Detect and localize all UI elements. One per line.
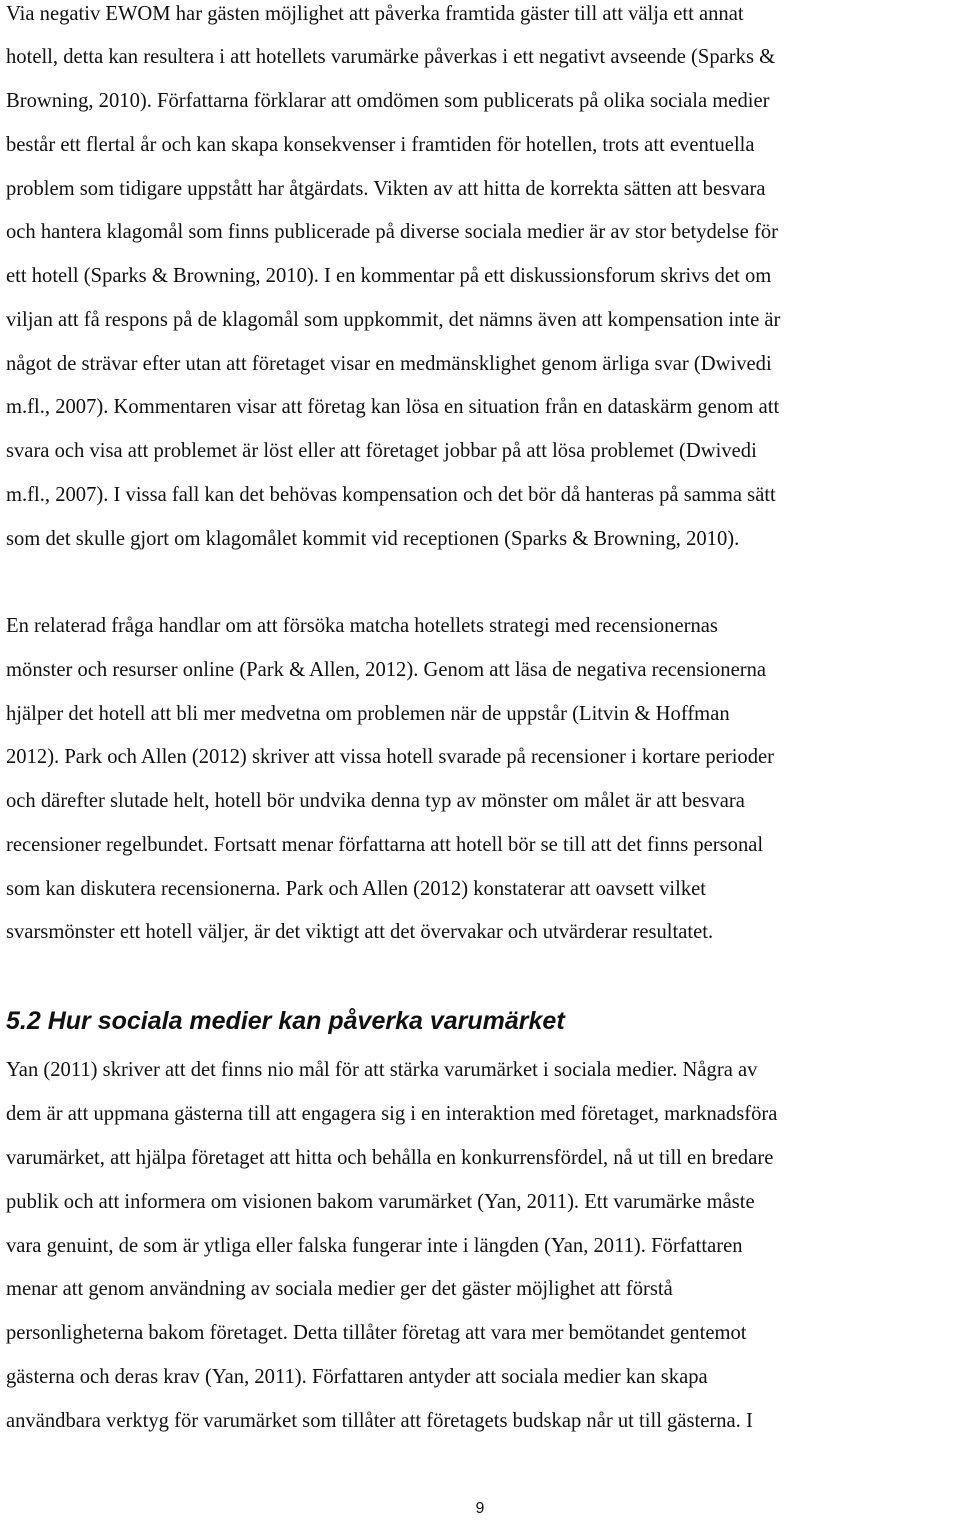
text-line: recensioner regelbundet. Fortsatt menar författarna att hotell bör se till att det finns personal (6, 834, 764, 856)
text-line: och hantera klagomål som finns publicerade på diverse sociala medier är av stor betydelse för (6, 221, 778, 243)
text-line: Via negativ EWOM har gästen möjlighet att påverka framtida gäster till att välja ett annat (6, 3, 744, 25)
text-line: gästerna och deras krav (Yan, 2011). Författaren antyder att sociala medier kan skapa (6, 1366, 708, 1388)
text-line: mönster och resurser online (Park & Allen, 2012). Genom att läsa de negativa recensionerna (6, 659, 767, 681)
text-line: består ett flertal år och kan skapa konsekvenser i framtiden för hotellen, trots att eventuella (6, 134, 755, 156)
text-line: dem är att uppmana gästerna till att engagera sig i en interaktion med företaget, marknadsföra (6, 1103, 778, 1125)
text-line: Yan (2011) skriver att det finns nio mål för att stärka varumärket i sociala medier. Några av (6, 1059, 758, 1081)
text-line: svara och visa att problemet är löst eller att företaget jobbar på att lösa problemet (Dwivedi (6, 440, 757, 462)
text-line: personligheterna bakom företaget. Detta tillåter företag att vara mer bemötandet gentemot (6, 1322, 747, 1344)
text-line: något de strävar efter utan att företaget visar en medmänsklighet genom ärliga svar (Dwivedi (6, 353, 772, 375)
text-line: problem som tidigare uppstått har åtgärdats. Vikten av att hitta de korrekta sätten att besvara (6, 178, 766, 200)
text-line: och därefter slutade helt, hotell bör undvika denna typ av mönster om målet är att besvara (6, 790, 745, 812)
text-line: som kan diskutera recensionerna. Park och Allen (2012) konstaterar att oavsett vilket (6, 878, 706, 900)
text-line: hjälper det hotell att bli mer medvetna om problemen när de uppstår (Litvin & Hoffman (6, 703, 730, 725)
page-number: 9 (475, 1500, 485, 1517)
text-line: 2012). Park och Allen (2012) skriver att vissa hotell svarade på recensioner i kortare perioder (6, 746, 775, 768)
text-line: svarsmönster ett hotell väljer, är det viktigt att det övervakar och utvärderar resultatet. (6, 921, 714, 943)
text-line: som det skulle gjort om klagomålet kommit vid receptionen (Sparks & Browning, 2010). (6, 528, 740, 550)
text-line: ett hotell (Sparks & Browning, 2010). I en kommentar på ett diskussionsforum skrivs det om (6, 265, 772, 287)
text-line: En relaterad fråga handlar om att försöka matcha hotellets strategi med recensionernas (6, 615, 718, 637)
text-line: varumärket, att hjälpa företaget att hitta och behålla en konkurrensfördel, nå ut till en bredare (6, 1147, 774, 1169)
text-line: m.fl., 2007). I vissa fall kan det behövas kompensation och det bör då hanteras på samma sätt (6, 484, 776, 506)
text-line: publik och att informera om visionen bakom varumärket (Yan, 2011). Ett varumärke måste (6, 1191, 755, 1213)
text-line: Browning, 2010). Författarna förklarar att omdömen som publicerats på olika sociala medier (6, 90, 770, 112)
section-heading: 5.2 Hur sociala medier kan påverka varumärket (6, 1007, 565, 1035)
text-line: viljan att få respons på de klagomål som uppkommit, det nämns även att kompensation inte är (6, 309, 781, 331)
text-line: vara genuint, de som är ytliga eller falska fungerar inte i längden (Yan, 2011). Författaren (6, 1235, 743, 1257)
text-line: m.fl., 2007). Kommentaren visar att företag kan lösa en situation från en dataskärm genom att (6, 396, 780, 418)
text-line: användbara verktyg för varumärket som tillåter att företagets budskap når ut till gästerna. I (6, 1410, 753, 1432)
text-line: menar att genom användning av sociala medier ger det gäster möjlighet att förstå (6, 1278, 673, 1300)
text-line: hotell, detta kan resultera i att hotellets varumärke påverkas i ett negativt avseende (Sparks & (6, 46, 776, 68)
